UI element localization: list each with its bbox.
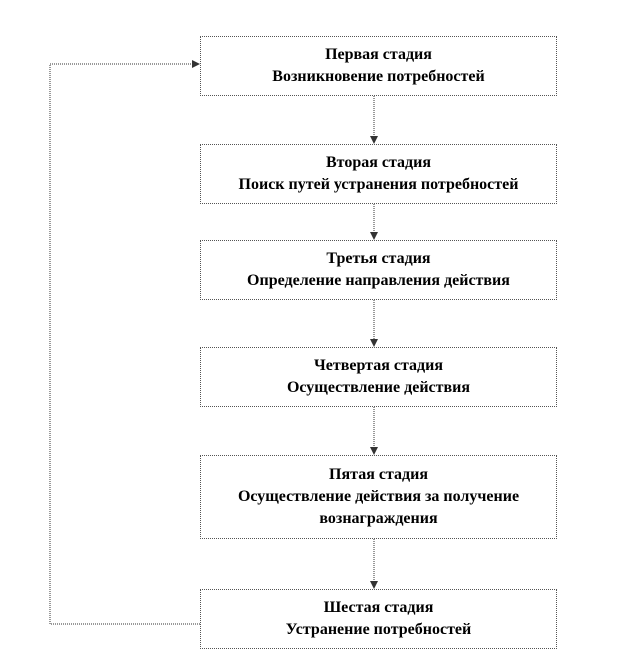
stage-box-1 — [200, 36, 557, 96]
stage-title: Вторая стадия — [326, 154, 431, 171]
stage-description: Устранение потребностей — [285, 621, 472, 638]
stage-description: Осуществление действия — [286, 379, 471, 396]
stage-description-continued: вознаграждения — [319, 510, 438, 527]
stage-box-2 — [200, 144, 557, 204]
stage-title: Третья стадия — [326, 250, 431, 267]
stage-title: Первая стадия — [325, 46, 432, 63]
stage-title: Шестая стадия — [323, 599, 434, 616]
stage-description: Осуществление действия за получение — [237, 488, 520, 505]
stage-box-5 — [200, 455, 557, 539]
stage-description: Поиск путей устранения потребностей — [238, 176, 519, 193]
stage-description: Определение направления действия — [247, 272, 510, 289]
stage-box-3 — [200, 240, 557, 300]
feedback-loop-arrow — [50, 64, 200, 624]
stage-box-4 — [200, 347, 557, 407]
stage-box-6 — [200, 589, 557, 649]
stage-description: Возникновение потребностей — [272, 68, 485, 85]
stage-title: Пятая стадия — [329, 466, 428, 483]
stage-title: Четвертая стадия — [314, 357, 443, 374]
